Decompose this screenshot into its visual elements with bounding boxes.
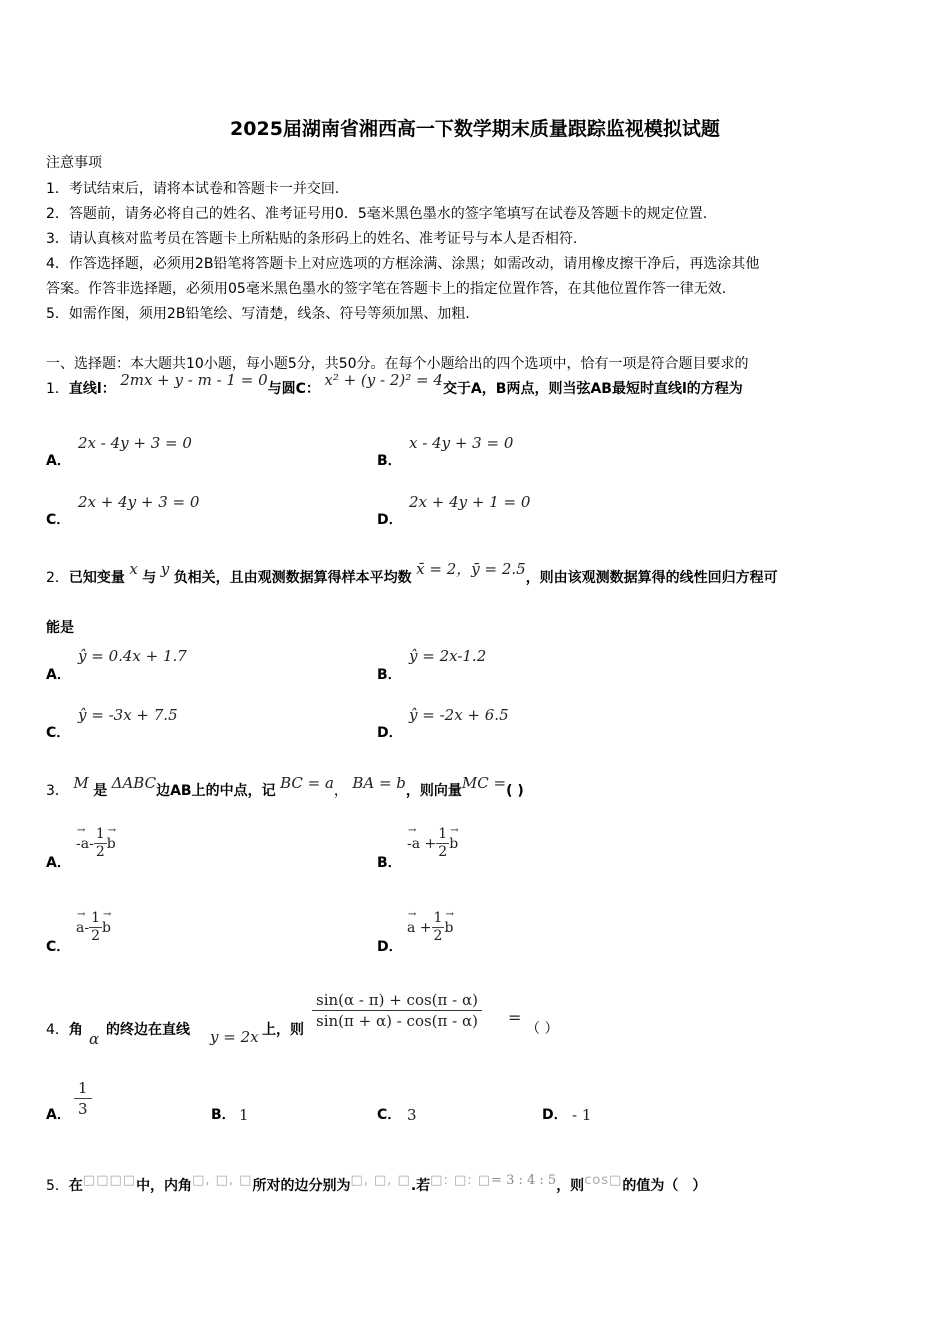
q4-equals: = xyxy=(508,1008,522,1027)
q3-option-c-label: C． xyxy=(46,939,71,955)
q4-option-a: $\frac{1}{3}$ xyxy=(74,1078,92,1119)
q3-vector-ba: BA = b xyxy=(352,774,406,792)
q5-angles-placeholder: □, □, □ xyxy=(192,1173,253,1188)
q3-option-b-b: → b xyxy=(449,836,458,852)
q3-option-c-b: → b xyxy=(102,920,111,936)
q4-line: y = 2x xyxy=(210,1028,259,1046)
q3-vector-bc: BC = a xyxy=(280,774,334,792)
q2-means: x̄ = 2，ȳ = 2.5 xyxy=(416,560,526,578)
q3-option-c-half: $\frac{1}{2}$ xyxy=(91,910,100,944)
q3-option-a-half: $\frac{1}{2}$ xyxy=(95,826,105,860)
q5-sides-placeholder: □, □, □ xyxy=(350,1173,411,1188)
q3-option-d-label: D． xyxy=(377,939,403,955)
q2-option-b: ŷ = 2x-1.2 xyxy=(409,647,487,665)
q4-text-1: 角 xyxy=(68,1022,83,1038)
notice-item-4-cont: 答案。作答非选择题，必须用05毫米黑色墨水的签字笔在答题卡上的指定位置作答，在其他位置作答一律无效. xyxy=(46,281,727,297)
q5-ratio-placeholder: □: □: □ xyxy=(430,1173,492,1188)
q3-point-m: M xyxy=(73,774,89,792)
q5-text-5: ，则 xyxy=(556,1178,585,1194)
q4-denominator: sin(π + α) - cos(π - α) xyxy=(316,1012,478,1030)
q2-option-b-label: B． xyxy=(377,667,402,683)
q3-text-3: ，则向量 xyxy=(405,783,462,799)
q2-option-c-label: C． xyxy=(46,725,71,741)
q5-text-1: 在 xyxy=(68,1178,83,1194)
q3-option-a-b: → b xyxy=(107,836,116,852)
question-5 xyxy=(46,1175,706,1195)
q4-option-d-label: D． xyxy=(542,1107,568,1123)
q3-comma: ， xyxy=(333,783,348,799)
q2-option-d-label: D． xyxy=(377,725,403,741)
q3-option-a-prefix: → -a- xyxy=(76,836,94,852)
question-2 xyxy=(46,560,778,587)
q3-option-b-half: $\frac{1}{2}$ xyxy=(438,826,448,860)
q2-var-y: y xyxy=(160,560,170,578)
q3-option-b xyxy=(407,826,458,861)
q5-cos-placeholder: cos□ xyxy=(584,1173,623,1188)
q2-option-a: ŷ = 0.4x + 1.7 xyxy=(78,647,187,665)
q2-text-5: 能是 xyxy=(46,620,74,636)
q3-option-b-prefix: → -a + xyxy=(407,836,436,852)
q1-number: 1． xyxy=(46,381,69,397)
q3-triangle: ΔABC xyxy=(111,774,157,792)
q3-vector-mc: MC = xyxy=(461,774,507,792)
q2-text-1: 已知变量 xyxy=(68,570,125,586)
q1-text-2: 与圆C： xyxy=(267,381,320,397)
q4-text-2: 的终边在直线 xyxy=(106,1022,190,1038)
q4-option-c: 3 xyxy=(407,1106,417,1124)
q4-paren: （ ） xyxy=(526,1021,559,1037)
page-title: 2025届湖南省湘西高一下数学期末质量跟踪监视模拟试题 xyxy=(230,118,720,140)
q3-paren: ( ) xyxy=(506,783,524,799)
q2-number: 2． xyxy=(46,570,69,586)
q3-option-d xyxy=(407,910,453,945)
q4-option-b-label: B． xyxy=(211,1107,236,1123)
notice-item-1: 1．考试结束后，请将本试卷和答题卡一并交回. xyxy=(46,181,340,197)
question-3 xyxy=(46,774,524,800)
q2-option-d: ŷ = -2x + 6.5 xyxy=(409,706,509,724)
q2-text-3: 负相关，且由观测数据算得样本平均数 xyxy=(173,570,412,586)
q3-option-a xyxy=(76,826,116,861)
q3-number: 3． xyxy=(46,783,69,799)
q1-option-c: 2x + 4y + 3 = 0 xyxy=(78,493,200,511)
q1-option-d: 2x + 4y + 1 = 0 xyxy=(409,493,531,511)
q4-option-b: 1 xyxy=(239,1106,249,1124)
q2-var-x: x xyxy=(129,560,138,578)
q5-triangle-placeholder: □□□□ xyxy=(82,1173,137,1188)
q4-text-3: 上，则 xyxy=(262,1022,304,1038)
q5-number: 5． xyxy=(46,1178,69,1194)
notice-item-5: 5．如需作图，须用2B铅笔绘、写清楚，线条、符号等须加黑、加粗. xyxy=(46,306,470,322)
q4-fraction xyxy=(312,990,482,1031)
q3-option-a-label: A． xyxy=(46,855,71,871)
q4-option-a-label: A． xyxy=(46,1107,71,1123)
q1-text-1: 直线l： xyxy=(68,381,116,397)
q5-ratio: = 3 : 4 : 5 xyxy=(491,1173,557,1188)
q3-option-c-prefix: → a- xyxy=(76,920,89,936)
q3-option-c xyxy=(76,910,111,945)
q1-option-b-label: B． xyxy=(377,453,402,469)
q2-text-4: ，则由该观测数据算得的线性回归方程可 xyxy=(525,570,778,586)
q2-option-a-label: A． xyxy=(46,667,71,683)
q2-option-c: ŷ = -3x + 7.5 xyxy=(78,706,178,724)
q1-circle-equation: x² + (y - 2)² = 4 xyxy=(324,371,443,389)
q1-option-d-label: D． xyxy=(377,512,403,528)
question-1 xyxy=(46,371,743,398)
q2-text-2: 与 xyxy=(142,570,157,586)
q1-line-equation: 2mx + y - m - 1 = 0 xyxy=(120,371,268,389)
q4-numerator: sin(α - π) + cos(π - α) xyxy=(312,990,482,1011)
q4-alpha: α xyxy=(89,1030,100,1048)
q4-lead xyxy=(46,1019,83,1039)
q1-option-b: x - 4y + 3 = 0 xyxy=(409,434,514,452)
q5-text-3: 所对的边分别为 xyxy=(252,1178,351,1194)
q3-option-b-label: B． xyxy=(377,855,402,871)
q1-option-a: 2x - 4y + 3 = 0 xyxy=(78,434,192,452)
q3-text-2: 边AB上的中点，记 xyxy=(156,783,276,799)
q5-text-4: .若 xyxy=(410,1178,431,1194)
q5-text-6: 的值为（ ） xyxy=(622,1178,707,1194)
q3-text-1: 是 xyxy=(93,783,108,799)
q3-option-d-prefix: → a + xyxy=(407,920,432,936)
q1-text-3: 交于A，B两点，则当弦AB最短时直线l的方程为 xyxy=(442,381,743,397)
q5-text-2: 中，内角 xyxy=(136,1178,193,1194)
notice-item-3: 3．请认真核对监考员在答题卡上所粘贴的条形码上的姓名、准考证号与本人是否相符. xyxy=(46,231,578,247)
q4-option-c-label: C． xyxy=(377,1107,402,1123)
q3-option-d-half: $\frac{1}{2}$ xyxy=(433,910,443,944)
q3-option-d-b: → b xyxy=(444,920,453,936)
notice-item-2: 2．答题前，请务必将自己的姓名、准考证号用0．5毫米黑色墨水的签字笔填写在试卷及答题卡的规定位置. xyxy=(46,206,708,222)
notice-item-4: 4．作答选择题，必须用2B铅笔将答题卡上对应选项的方框涂满、涂黑；如需改动，请用橡皮擦干净后，再选涂其他 xyxy=(46,256,760,272)
q1-option-a-label: A． xyxy=(46,453,71,469)
q4-number: 4． xyxy=(46,1022,69,1038)
q4-option-d: - 1 xyxy=(572,1106,592,1124)
section-1-heading: 一、选择题：本大题共10小题，每小题5分，共50分。在每个小题给出的四个选项中，恰有一项是符合题目要求的 xyxy=(46,356,749,372)
notice-heading: 注意事项 xyxy=(46,155,102,171)
q1-option-c-label: C． xyxy=(46,512,71,528)
